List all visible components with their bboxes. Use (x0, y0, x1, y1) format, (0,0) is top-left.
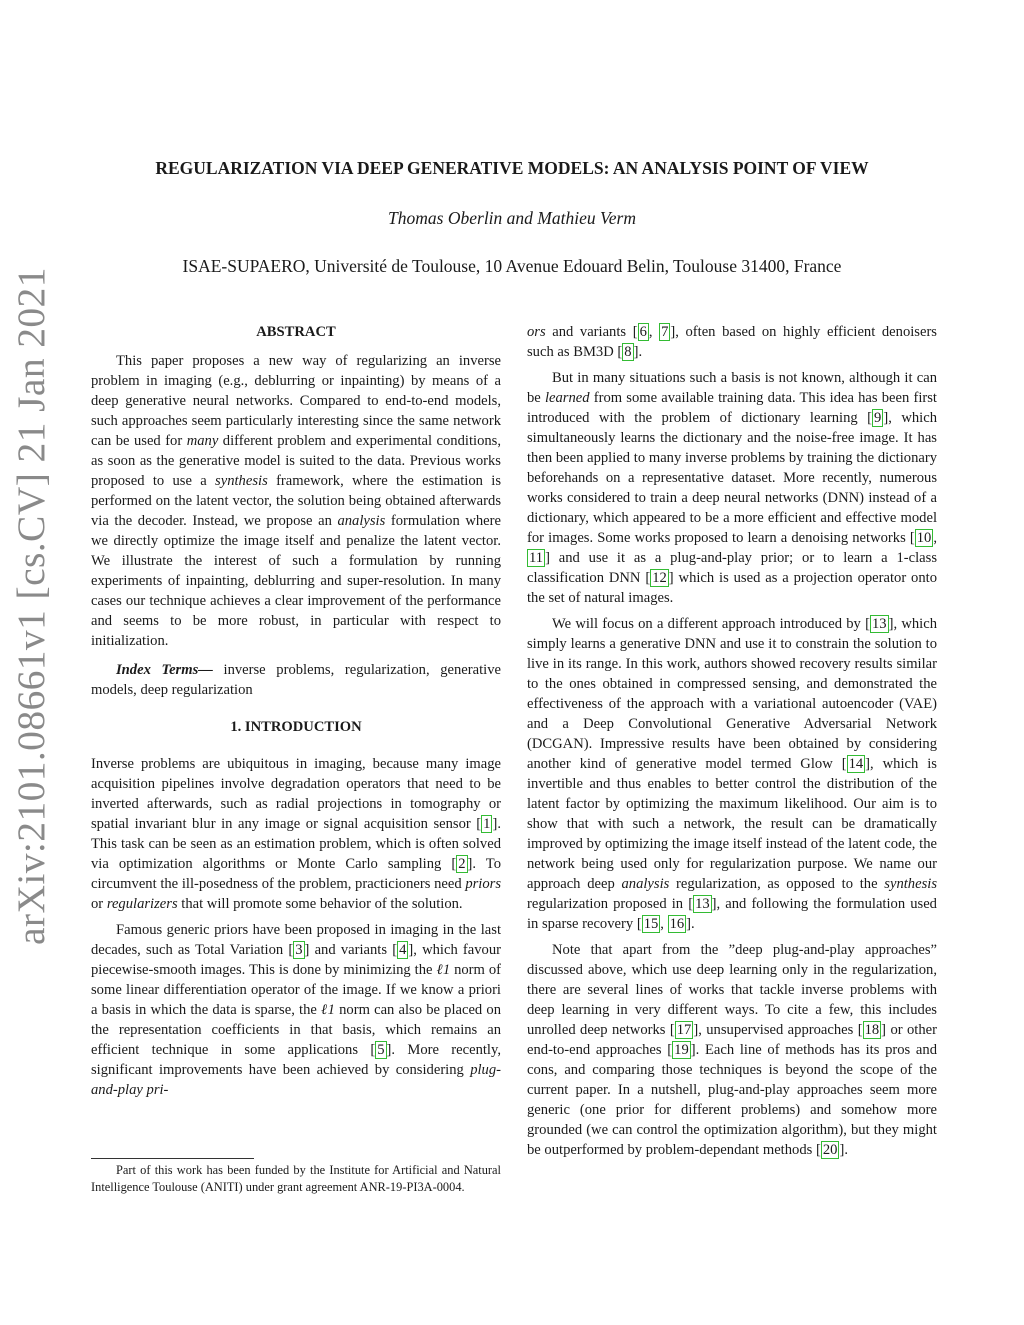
abstract-text: This paper proposes a new way of regularizing an inverse problem in imaging (e.g., deblurring or inpainting) by means of a deep generative neural networks. Compared to end-to-end models, such approaches seem particularly interesting since the same network can be used for many different problem and experimental conditions, as soon as the generative model is suited to the data. Previous works proposed to use a synthesis framework, where the estimation is performed on the latent vector, the solution being obtained afterwards via the decoder. Instead, we propose an analysis formulation where we directly optimize the image itself and penalize the latent vector. We illustrate the interest of such a formulation by running experiments of inpainting, deblurring and super-resolution. In many cases our technique achieves a clear improvement of the performance and seems to be more robust, in particular with respect to initialization. (91, 353, 501, 649)
citation-link[interactable]: 7 (661, 324, 669, 340)
citation-link[interactable]: 10 (916, 530, 932, 546)
right-paragraph-1: But in many situations such a basis is not known, although it can be learned from some available training data. This idea has been first introduced with the problem of dictionary learning [ 9 ], which simultaneously learns the dictionary and the noise-free image. It has then been applied to many inverse problems by training the dictionary beforehands on a representative dataset. More recently, numerous works considered to train a deep neural networks (DNN) instead of a dictionary, which appeared to be a more efficient and effective model for images. Some works proposed to learn a denoising networks [ 10 , 11 ] and use it as a plug-and-play prior; or to learn a 1-class classification DNN [ 12 ] which is used as a projection operator onto the set of natural images. (527, 370, 937, 606)
citation-link[interactable]: 5 (377, 1042, 385, 1058)
right-column (527, 322, 937, 1160)
citation-link[interactable]: 18 (864, 1022, 880, 1038)
affiliation: ISAE-SUPAERO, Université de Toulouse, 10 Avenue Edouard Belin, Toulouse 31400, France (182, 256, 842, 276)
citation-link[interactable]: 19 (674, 1042, 689, 1058)
abstract-heading: ABSTRACT (256, 324, 336, 340)
citation-link[interactable]: 6 (639, 324, 647, 340)
citation-link[interactable]: 17 (676, 1022, 692, 1038)
intro-heading: 1. INTRODUCTION (230, 719, 362, 735)
left-column (91, 322, 501, 1100)
index-terms: Index Terms— inverse problems, regularization, generative models, deep regularization (91, 662, 502, 698)
citation-link[interactable]: 12 (652, 570, 667, 586)
right-paragraph-3: Note that apart from the ”deep plug-and-play approaches” discussed above, which use deep learning only in the regularization, there are several lines of works that tackle inverse problems with deep learning in very different ways. To cite a few, this includes unrolled deep networks [ 17 ], unsupervised approaches [ 18 ] or other end-to-end approaches [ 19 ]. Each line of methods has its pros and cons, and comparing those techniques is beyond the scope of the current paper. In a nutshell, plug-and-play approaches seem more generic (one prior for different problems) and somehow more grounded (we can control the optimization algorithm), but they might be outperformed by problem-dependant methods [ 20 ]. (527, 942, 937, 1158)
citation-link[interactable]: 16 (669, 916, 685, 932)
citation-link[interactable]: 13 (871, 616, 887, 632)
citation-link[interactable]: 8 (624, 344, 632, 360)
right-paragraph-0: ors and variants [ 6 , 7 ], often based on highly efficient denoisers such as BM3D [ 8 ]. (527, 324, 937, 360)
citation-link[interactable]: 9 (874, 410, 882, 426)
citation-link[interactable]: 4 (399, 942, 407, 958)
citation-link[interactable]: 3 (295, 942, 303, 958)
footnote: Part of this work has been funded by the Institute for Artificial and Natural Intelligence Toulouse (ANITI) under grant agreement ANR-19-PI3A-0004. (91, 1163, 501, 1194)
math-l1: ℓ1 (436, 962, 451, 978)
citation-link[interactable]: 15 (643, 916, 659, 932)
authors: Thomas Oberlin and Mathieu Verm (388, 208, 636, 228)
intro-paragraph-1: Inverse problems are ubiquitous in imaging, because many image acquisition pipelines involve degradation operators that need to be inverted afterwards, such as radial projections in tomography or spatial invariant blur in any image or signal acquisition sensor [ 1 ]. This task can be seen as an estimation problem, which is often solved via optimization algorithms or Monte Carlo sampling [ 2 ]. To circumvent the ill-posedness of the problem, practicioners need priors or regularizers that will promote some behavior of the solution. (91, 756, 502, 912)
citation-link[interactable]: 14 (848, 756, 864, 772)
citation-link[interactable]: 11 (529, 550, 544, 566)
footnote-rule (91, 1158, 254, 1159)
citation-link[interactable]: 13 (695, 896, 710, 912)
paper-title: REGULARIZATION VIA DEEP GENERATIVE MODELS: AN ANALYSIS POINT OF VIEW (155, 158, 869, 178)
citation-link[interactable]: 20 (822, 1142, 838, 1158)
citation-link[interactable]: 1 (483, 816, 491, 832)
arxiv-stamp: arXiv:2101.08661v1 [cs.CV] 21 Jan 2021 (9, 267, 53, 945)
citation-link[interactable]: 2 (458, 856, 466, 872)
intro-paragraph-2: Famous generic priors have been proposed in imaging in the last decades, such as Total Variation [ 3 ] and variants [ 4 ], which favour piecewise-smooth images. This is done by minimizing the ℓ1 norm of some linear differentiation operator of the image. If we know a priori a basis in which the data is sparse, the ℓ1 norm can also be placed on the representation coefficients in that basis, which remains an efficient technique in some applications [ 5 ]. More recently, significant improvements have been achieved by considering plug-and-play pri- (91, 922, 501, 1098)
right-paragraph-2: We will focus on a different approach introduced by [ 13 ], which simply learns a generative DNN and use it to constrain the solution to live in its range. In this work, authors showed recovery results similar to the ones obtained in compressed sensing, and demonstrated the effectiveness of the approach with a variational autoencoder (VAE) and a Deep Convolutional Generative Adversarial Network (DCGAN). Impressive results have been obtained by considering another kind of generative model termed Glow [ 14 ], which is invertible and thus enables to better control the distribution of the latent factor by optimizing the maximum likelihood. Our aim is to show that with such a network, the result can be dramatically improved by optimizing the image itself instead of the latent code, the network being used only for regularization purpose. We name our approach deep analysis regularization, as opposed to the synthesis regularization proposed in [ 13 ], and following the formulation used in sparse recovery [ 15 , 16 ]. (527, 616, 937, 932)
math-l1: ℓ1 (321, 1002, 335, 1018)
